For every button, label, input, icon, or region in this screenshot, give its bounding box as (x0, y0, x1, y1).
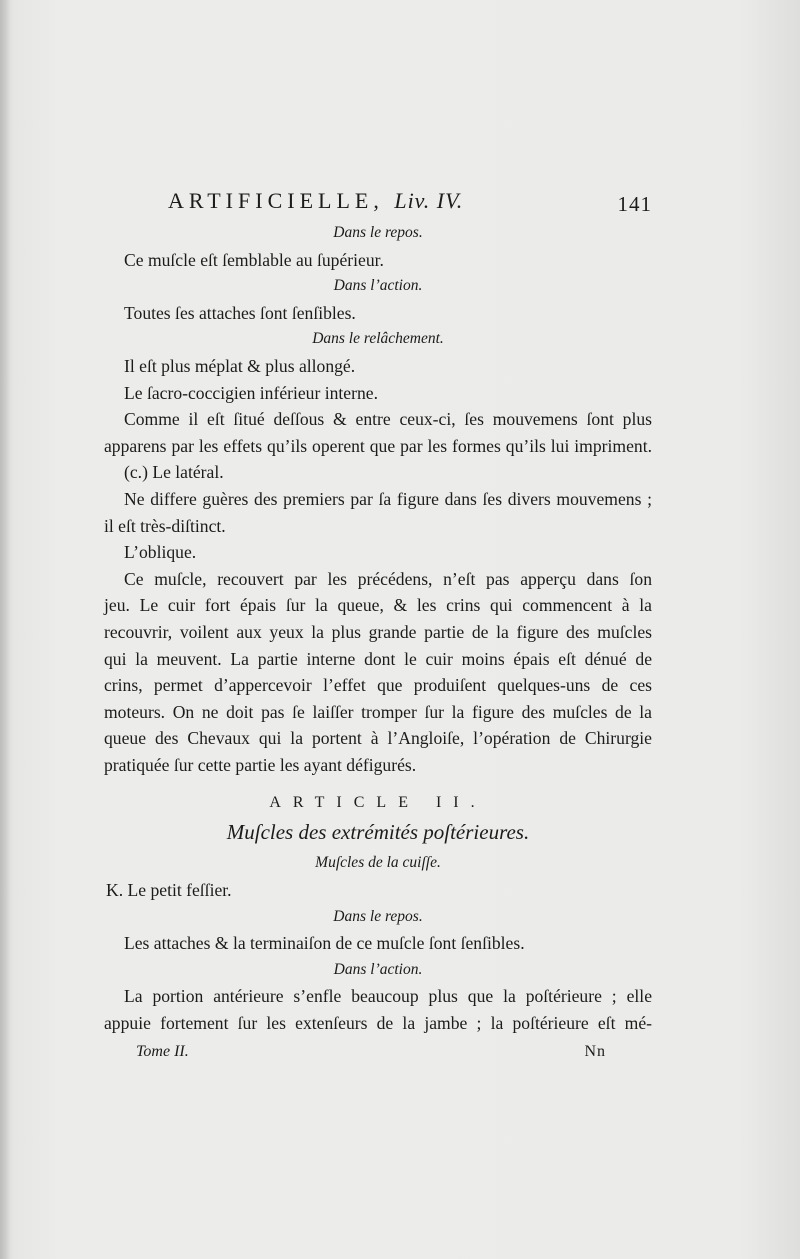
text-line: (c.) Le latéral. (124, 462, 224, 483)
text-line: Les attaches & la terminaiſon de ce muſcle ſont ſenſibles. (124, 933, 525, 954)
text-line: Le ſacro-coccigien inférieur interne. (124, 382, 378, 403)
subheading-repos: Dans le repos. (333, 224, 423, 241)
text-line: Ce muſcle, recouvert par les précédens, n’eſt pas apperçu dans ſon (124, 568, 652, 589)
text-line: queue des Chevaux qui la portent à l’Angloiſe, l’opération de Chirurgie (104, 728, 652, 749)
page-text-block (104, 180, 652, 1069)
text-line: pratiquée ſur cette partie les ayant défigurés. (104, 754, 417, 775)
page-footer (104, 1041, 652, 1069)
running-head (168, 188, 463, 214)
text-line: Il eſt plus méplat & plus allongé. (124, 355, 356, 376)
text-line: Comme il eſt ſitué deſſous & entre ceux-ci, ſes mouvemens ſont plus (124, 409, 652, 430)
running-head-book: Liv. IV. (394, 188, 464, 213)
text-line: Ce muſcle eſt ſemblable au ſupérieur. (124, 249, 384, 270)
text-line: qui la meuvent. La partie interne dont le cuir moins épais eſt dénué de (104, 648, 652, 669)
subheading-action: Dans l’action. (333, 960, 423, 978)
subheading-action: Dans l’action. (333, 277, 423, 295)
subheading-relachement: Dans le relâchement. (312, 330, 444, 348)
page-number: 141 (617, 192, 652, 216)
text-line: L’oblique. (124, 542, 197, 563)
subheading-repos: Dans le repos. (333, 907, 423, 925)
article-heading: ARTICLE II. (269, 794, 487, 812)
text-line: jeu. Le cuir fort épais ſur la queue, & les crins qui commencent à la (104, 595, 652, 616)
page-header (104, 180, 652, 220)
text-line: La portion antérieure s’enfle beaucoup plus que la poſtérieure ; elle (124, 986, 652, 1007)
text-line: Ne differe guères des premiers par ſa figure dans ſes divers mouvemens ; (124, 488, 652, 509)
text-line: moteurs. On ne doit pas ſe laiſſer tromper ſur la figure des muſcles de la (104, 701, 652, 722)
text-line: appuie fortement ſur les extenſeurs de la jambe ; la poſtérieure eſt mé- (104, 1013, 652, 1034)
running-head-title: ARTIFICIELLE, (168, 188, 384, 213)
text-line: apparens par les effets qu’ils operent que par les formes qu’ils lui impriment. (104, 435, 652, 456)
text-line: crins, permet d’appercevoir l’effet que produiſent quelques-uns de ces (104, 675, 652, 696)
text-line: Toutes ſes attaches ſont ſenſibles. (124, 302, 356, 323)
tome-label: Tome II. (136, 1042, 189, 1060)
text-line: recouvrir, voilent aux yeux la plus grande partie de la figure des muſcles (104, 621, 652, 642)
article-title: Muſcles des extrémités poſtérieures. (226, 820, 530, 845)
subheading-cuisse: Muſcles de la cuiſſe. (315, 854, 441, 872)
text-line: K. Le petit feſſier. (106, 880, 232, 901)
text-line: il eſt très-diſtinct. (104, 515, 226, 536)
signature-mark: Nn (584, 1042, 606, 1060)
